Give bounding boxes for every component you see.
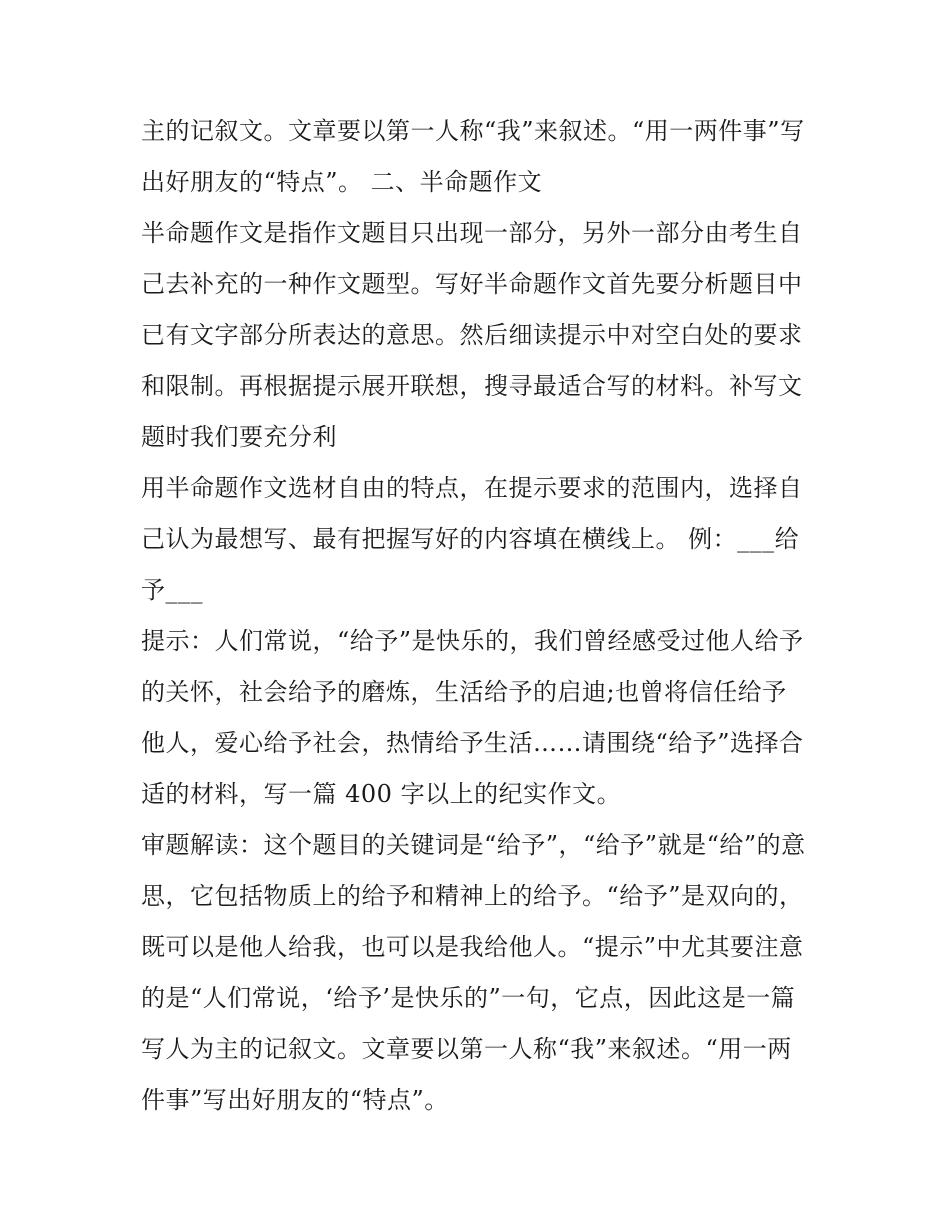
text-line: 予___ — [141, 576, 203, 604]
text-line: 出好朋友的“特点”。 二、半命题作文 — [141, 168, 543, 196]
text-line: 用半命题作文选材自由的特点，在提示要求的范围内，选择自 — [141, 474, 803, 502]
text-line: 和限制。再根据提示展开联想，搜寻最适合写的材料。补写文 — [141, 372, 803, 400]
text-line: 适的材料，写一篇 400 字以上的纪实作文。 — [141, 780, 622, 808]
text-line: 己认为最想写、最有把握写好的内容填在横线上。 例：___给 — [141, 525, 800, 553]
text-line: 提示：人们常说，“给予”是快乐的，我们曾经感受过他人给予 — [141, 627, 804, 655]
text-line: 既可以是他人给我，也可以是我给他人。“提示”中尤其要注意 — [141, 933, 804, 961]
text-line: 他人，爱心给予社会，热情给予生活……请围绕“给予”选择合 — [141, 729, 804, 757]
text-line: 己去补充的一种作文题型。写好半命题作文首先要分析题目中 — [141, 270, 803, 298]
text-line: 写人为主的记叙文。文章要以第一人称“我”来叙述。“用一两 — [141, 1035, 792, 1063]
text-line: 审题解读：这个题目的关键词是“给予”，“给予”就是“给”的意 — [141, 831, 806, 859]
document-body-text — [141, 106, 813, 1126]
text-line: 半命题作文是指作文题目只出现一部分，另外一部分由考生自 — [141, 219, 803, 247]
text-line: 思，它包括物质上的给予和精神上的给予。“给予”是双向的， — [141, 882, 804, 910]
text-line: 的关怀，社会给予的磨炼，生活给予的启迪;也曾将信任给予 — [141, 678, 787, 706]
text-line: 主的记叙文。文章要以第一人称“我”来叙述。“用一两件事”写 — [141, 117, 805, 145]
text-line: 件事”写出好朋友的“特点”。 — [141, 1086, 449, 1114]
text-line: 的是“人们常说，‘给予’是快乐的”一句，它点，因此这是一篇 — [141, 984, 796, 1012]
text-line: 已有文字部分所表达的意思。然后细读提示中对空白处的要求 — [141, 321, 803, 349]
text-line: 题时我们要充分利 — [141, 423, 337, 451]
